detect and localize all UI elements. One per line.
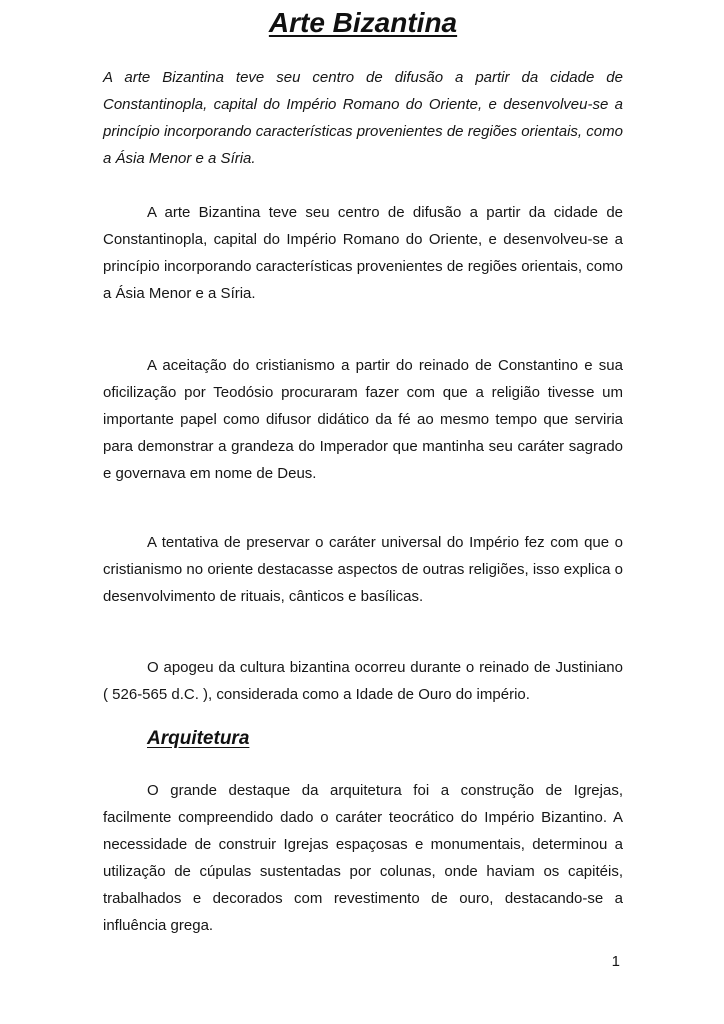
paragraph-christianity: A aceitação do cristianismo a partir do reinado de Constantino e sua oficilização por Teodósio procuraram fazer com que a religião tivesse um importante papel como difusor didático da fé ao mesmo tempo que serviria para demonstrar a grandeza do Imperador que mantinha seu caráter sagrado e governava em nome de Deus. [103, 357, 623, 482]
section-heading-arquitetura: Arquitetura [147, 728, 250, 749]
page-number: 1 [611, 953, 620, 970]
paragraph-intro-italic: A arte Bizantina teve seu centro de difusão a partir da cidade de Constantinopla, capital do Império Romano do Oriente, e desenvolveu-se a princípio incorporando características provenientes de regiões orientais, como a Ásia Menor e a Síria. [103, 69, 623, 167]
page-title: Arte Bizantina [268, 7, 458, 38]
paragraph-architecture: O grande destaque da arquitetura foi a construção de Igrejas, facilmente compreendido dado o caráter teocrático do Império Bizantino. A necessidade de construir Igrejas espaçosas e monumentais, determinou a utilização de cúpulas sustentadas por colunas, onde haviam os capitéis, trabalhados e decorados com revestimento de ouro, destacando-se a influência grega. [103, 782, 623, 934]
document-content [103, 0, 623, 939]
paragraph-universal-character: A tentativa de preservar o caráter universal do Império fez com que o cristianismo no oriente destacasse aspectos de outras religiões, isso explica o desenvolvimento de rituais, cânticos e basílicas. [103, 534, 623, 605]
paragraph-intro: A arte Bizantina teve seu centro de difusão a partir da cidade de Constantinopla, capital do Império Romano do Oriente, e desenvolveu-se a princípio incorporando características provenientes de regiões orientais, como a Ásia Menor e a Síria. [103, 204, 623, 302]
paragraph-apogee-justinian: O apogeu da cultura bizantina ocorreu durante o reinado de Justiniano ( 526-565 d.C. ), considerada como a Idade de Ouro do império. [103, 659, 623, 703]
